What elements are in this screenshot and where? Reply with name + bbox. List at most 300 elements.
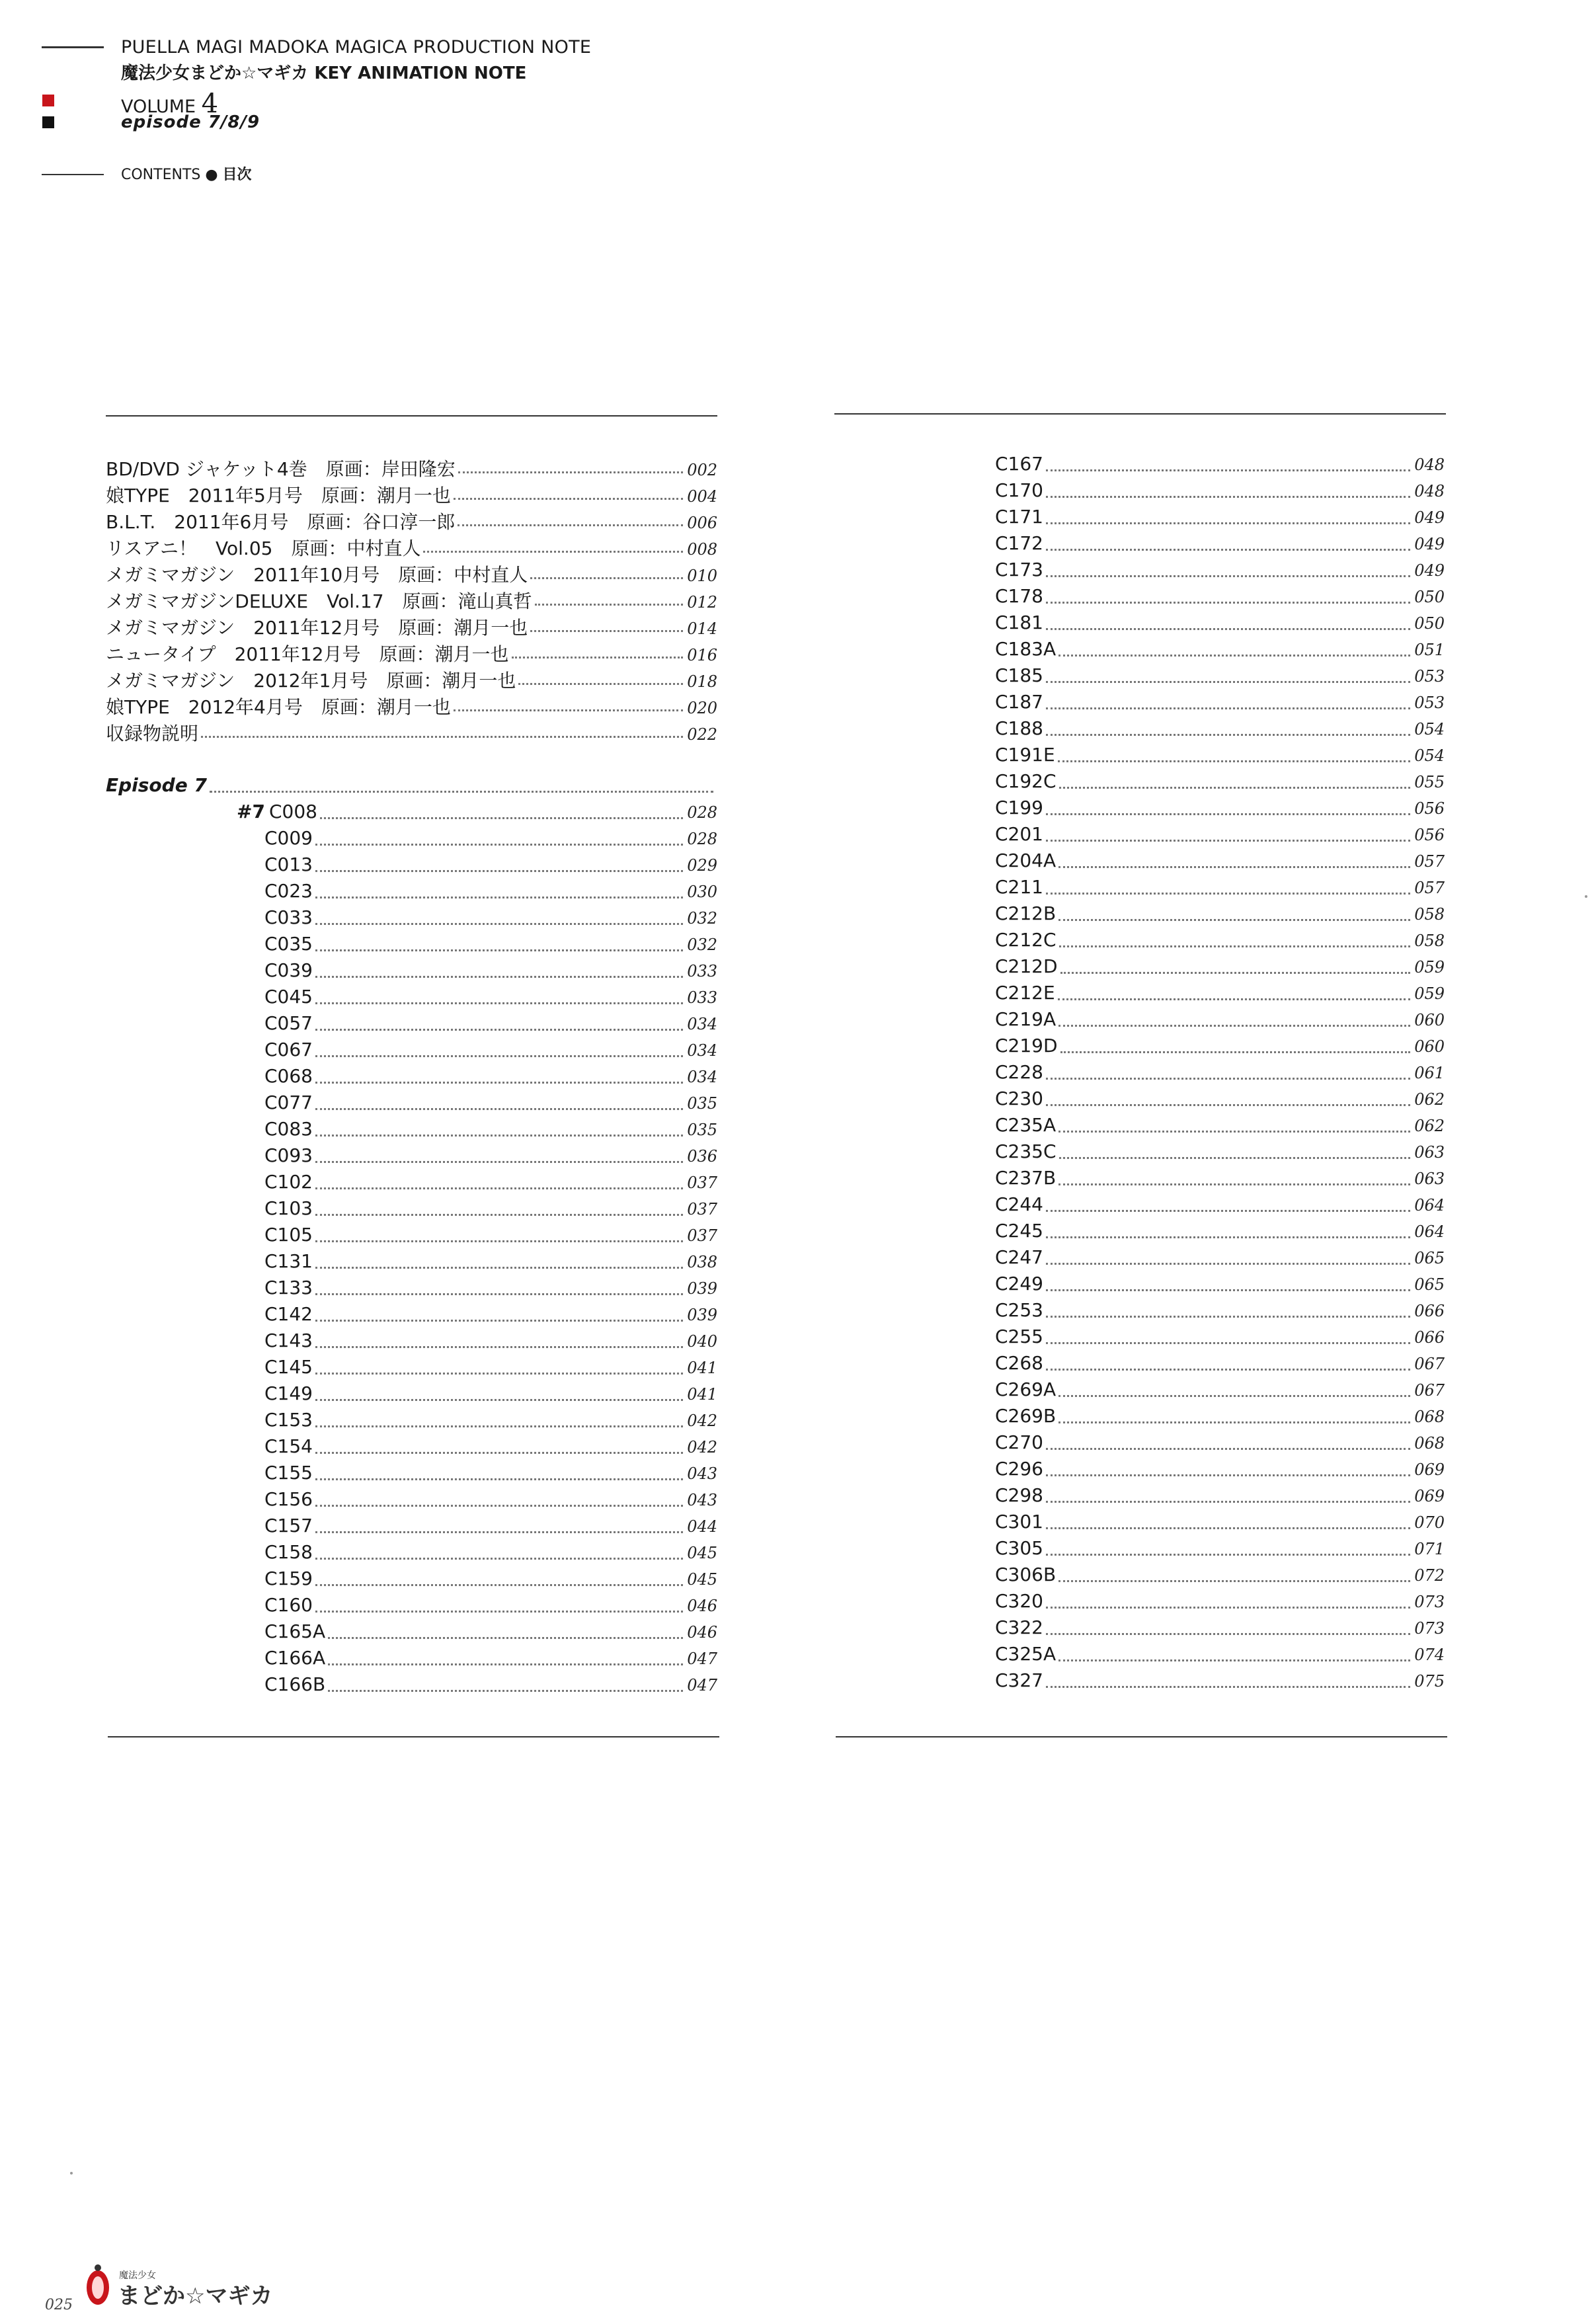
- dot-leader: [315, 1187, 683, 1189]
- dot-leader: [1046, 1448, 1410, 1450]
- toc-entry-label: C212D: [995, 955, 1058, 977]
- right-column-top-rule: [834, 413, 1446, 415]
- toc-entry-page: 048: [1414, 456, 1445, 474]
- madoka-magica-logo: [78, 2260, 276, 2313]
- toc-entry-label: C249: [995, 1273, 1043, 1295]
- dot-leader: [1059, 1157, 1411, 1159]
- dot-leader: [530, 630, 683, 632]
- dot-leader: [1058, 1395, 1410, 1397]
- dot-leader: [1046, 522, 1410, 524]
- toc-entry: [264, 1462, 717, 1488]
- toc-entry-label: C325A: [995, 1643, 1057, 1665]
- toc-entry: [995, 1616, 1445, 1643]
- toc-entry-page: 032: [687, 936, 717, 954]
- dot-leader: [315, 923, 683, 925]
- toc-entry: [995, 506, 1445, 532]
- toc-entry-page: 050: [1414, 614, 1445, 633]
- toc-entry: [995, 1352, 1445, 1378]
- toc-entry-label: C171: [995, 506, 1043, 528]
- toc-entry: [264, 1277, 717, 1303]
- dot-leader: [1046, 1210, 1410, 1212]
- toc-entry: [106, 666, 717, 693]
- toc-entry: [995, 1484, 1445, 1511]
- toc-entry-page: 066: [1414, 1302, 1445, 1320]
- toc-entry-label: C219A: [995, 1008, 1057, 1030]
- toc-entry: [264, 1515, 717, 1541]
- toc-entry-page: 056: [1414, 799, 1445, 818]
- toc-entry-page: 069: [1414, 1487, 1445, 1505]
- dot-leader: [1058, 655, 1410, 657]
- toc-entry-label: C068: [264, 1065, 313, 1087]
- toc-entry: [264, 1144, 717, 1171]
- toc-entry: [264, 959, 717, 986]
- toc-entry: [995, 982, 1445, 1008]
- toc-entry-page: 070: [1414, 1513, 1445, 1532]
- toc-entry-label: C245: [995, 1220, 1043, 1242]
- toc-entry-page: 071: [1414, 1540, 1445, 1558]
- dot-leader: [1046, 893, 1410, 895]
- toc-entry-page: 044: [687, 1517, 717, 1536]
- toc-entry: [995, 612, 1445, 638]
- toc-entry-page: 056: [1414, 826, 1445, 844]
- toc-entry-label: C145: [264, 1356, 313, 1378]
- toc-entry-page: 053: [1414, 694, 1445, 712]
- toc-entry: [995, 902, 1445, 929]
- dot-leader: [1046, 707, 1410, 709]
- dot-leader: [1058, 919, 1410, 921]
- toc-entry: [995, 1088, 1445, 1114]
- dot-leader: [1046, 1342, 1410, 1344]
- toc-entry: [995, 823, 1445, 850]
- toc-entry-label: C009: [264, 827, 313, 849]
- toc-entry: [995, 1537, 1445, 1564]
- toc-entry-page: 045: [687, 1570, 717, 1589]
- dot-leader: [1046, 1236, 1410, 1238]
- toc-entry: [106, 693, 717, 719]
- toc-entry-label: C188: [995, 717, 1043, 739]
- toc-entry-page: 037: [687, 1226, 717, 1245]
- dot-leader: [1046, 1369, 1410, 1371]
- toc-entry-page: 067: [1414, 1355, 1445, 1373]
- dot-leader: [315, 1293, 683, 1295]
- toc-entry-label: C105: [264, 1224, 313, 1246]
- dot-leader: [315, 1399, 683, 1401]
- dot-leader: [1046, 1686, 1410, 1688]
- toc-entry-label: C165A: [264, 1620, 326, 1642]
- dot-leader: [1059, 787, 1411, 789]
- dot-leader: [512, 657, 684, 658]
- toc-entry: [264, 1197, 717, 1224]
- toc-entry-page: 054: [1414, 746, 1445, 765]
- dot-leader: [315, 897, 683, 898]
- toc-entry: [264, 1118, 717, 1144]
- toc-entry: [106, 561, 717, 587]
- dot-leader: [1046, 1078, 1410, 1080]
- toc-entry: [995, 717, 1445, 744]
- toc-entry: [264, 1673, 717, 1700]
- toc-entry-page: 054: [1414, 720, 1445, 738]
- toc-entry-label: C269B: [995, 1405, 1057, 1427]
- toc-entry-label: C156: [264, 1488, 313, 1510]
- dot-leader: [1046, 628, 1410, 630]
- toc-entry: [264, 1065, 717, 1092]
- toc-entry-page: 016: [687, 646, 717, 664]
- toc-entry-label: C103: [264, 1197, 313, 1219]
- toc-entry-page: 053: [1414, 667, 1445, 686]
- dot-leader: [1046, 734, 1410, 736]
- toc-entry: [106, 640, 717, 666]
- toc-entry: [995, 1008, 1445, 1035]
- dot-leader: [423, 551, 683, 553]
- toc-entry: [995, 453, 1445, 479]
- dot-leader: [1046, 1474, 1410, 1476]
- toc-entry-label: C320: [995, 1590, 1043, 1612]
- toc-entry-page: 045: [687, 1544, 717, 1562]
- toc-entry: [995, 1431, 1445, 1458]
- toc-entry-page: 064: [1414, 1222, 1445, 1241]
- toc-entry-label: C149: [264, 1382, 313, 1404]
- dot-leader: [1046, 1316, 1410, 1318]
- toc-entry-page: 073: [1414, 1593, 1445, 1611]
- toc-entry-label: C167: [995, 453, 1043, 475]
- toc-entry-page: 037: [687, 1200, 717, 1218]
- toc-entry-page: 051: [1414, 641, 1445, 659]
- toc-entry: [264, 1330, 717, 1356]
- toc-entry-label: C160: [264, 1594, 313, 1616]
- dot-leader: [1046, 496, 1410, 498]
- black-square-marker: [42, 116, 54, 128]
- toc-entry-page: 028: [687, 830, 717, 848]
- toc-entry: [995, 1643, 1445, 1669]
- toc-entry-page: 050: [1414, 588, 1445, 606]
- toc-entry-page: 063: [1414, 1170, 1445, 1188]
- toc-entry: [106, 719, 717, 746]
- toc-entry-label: C305: [995, 1537, 1043, 1559]
- toc-entry-label: C192C: [995, 770, 1057, 792]
- toc-entry: [995, 1405, 1445, 1431]
- toc-entry-page: 041: [687, 1385, 717, 1404]
- toc-entry-page: 002: [687, 461, 717, 479]
- dot-leader: [1058, 998, 1411, 1000]
- toc-entry-page: 060: [1414, 1011, 1445, 1029]
- toc-entry-label: C228: [995, 1061, 1043, 1083]
- toc-entry-page: 060: [1414, 1037, 1445, 1056]
- dot-leader: [315, 1002, 683, 1004]
- toc-entry: [995, 1299, 1445, 1326]
- dot-leader: [1046, 1527, 1410, 1529]
- dot-leader: [315, 870, 683, 872]
- toc-entry-page: 057: [1414, 852, 1445, 871]
- toc-entry-page: 067: [1414, 1381, 1445, 1400]
- toc-entry: [995, 1669, 1445, 1696]
- dot-leader: [1059, 945, 1411, 947]
- dot-leader: [1046, 575, 1410, 577]
- toc-entry-page: 033: [687, 962, 717, 980]
- toc-entry-label: C212E: [995, 982, 1055, 1004]
- toc-entry: [995, 1114, 1445, 1140]
- toc-entry-label: C166B: [264, 1673, 326, 1695]
- header-rule-top: [42, 46, 104, 48]
- toc-entry-page: 065: [1414, 1275, 1445, 1294]
- toc-entry-label: C181: [995, 612, 1043, 633]
- toc-entry-label: C244: [995, 1193, 1043, 1215]
- red-square-marker: [42, 95, 54, 106]
- toc-entry-page: 012: [687, 593, 717, 612]
- toc-entry-label: C035: [264, 933, 313, 955]
- toc-entry: [995, 1511, 1445, 1537]
- toc-entry: [264, 906, 717, 933]
- toc-entry: [995, 1220, 1445, 1246]
- toc-entry-page: 047: [687, 1676, 717, 1695]
- toc-entry-page: 041: [687, 1359, 717, 1377]
- dot-leader: [320, 817, 683, 819]
- dot-leader: [315, 1029, 683, 1031]
- dot-leader: [328, 1663, 683, 1665]
- toc-entry-page: 057: [1414, 879, 1445, 897]
- book-title-ja: 魔法少女まどか☆マギカ KEY ANIMATION NOTE: [121, 63, 527, 83]
- toc-entry-page: 062: [1414, 1090, 1445, 1109]
- toc-entry-page: 020: [687, 699, 717, 717]
- toc-entry-label: 収録物説明: [106, 723, 199, 744]
- dot-leader: [315, 1240, 683, 1242]
- dot-leader: [1058, 1580, 1410, 1582]
- toc-entry-label: メガミマガジン 2011年10月号 原画：中村直人: [106, 564, 528, 586]
- toc-entry: [995, 1564, 1445, 1590]
- toc-entry-page: 061: [1414, 1064, 1445, 1082]
- dot-leader: [315, 1267, 683, 1269]
- toc-entry-page: 033: [687, 988, 717, 1007]
- toc-entry-label: C269A: [995, 1378, 1057, 1400]
- book-title-en: PUELLA MAGI MADOKA MAGICA PRODUCTION NOTE: [121, 37, 592, 58]
- toc-entry: [995, 479, 1445, 506]
- toc-entry: [106, 508, 717, 534]
- dot-leader: [1046, 1263, 1410, 1265]
- toc-entry-label: ニュータイプ 2011年12月号 原画：潮月一也: [106, 643, 509, 665]
- toc-entry-label: C067: [264, 1039, 313, 1060]
- toc-entry-page: 063: [1414, 1143, 1445, 1162]
- toc-entry-label: C219D: [995, 1035, 1058, 1057]
- toc-entry: [264, 1356, 717, 1382]
- toc-entry: [264, 1250, 717, 1277]
- dot-leader: [315, 1373, 683, 1375]
- toc-entry-label: リスアニ！ Vol.05 原画：中村直人: [106, 538, 421, 559]
- toc-entry-label: C253: [995, 1299, 1043, 1321]
- toc-entry-page: 048: [1414, 482, 1445, 500]
- dot-leader: [518, 683, 683, 685]
- toc-entry-page: 028: [687, 803, 717, 822]
- toc-entry: [995, 1273, 1445, 1299]
- toc-entry: [264, 1224, 717, 1250]
- dot-leader: [315, 1135, 683, 1137]
- dot-leader: [315, 1452, 683, 1454]
- dot-leader: [1046, 1554, 1410, 1556]
- dot-leader: [535, 604, 684, 606]
- episode-mark: #7: [237, 801, 265, 822]
- toc-entry-label: C153: [264, 1409, 313, 1431]
- toc-entry: [995, 691, 1445, 717]
- toc-entry: [995, 1326, 1445, 1352]
- toc-entry-page: 049: [1414, 508, 1445, 527]
- toc-entry: [264, 986, 717, 1012]
- toc-entry-label: C183A: [995, 638, 1057, 660]
- toc-entry: [995, 638, 1445, 664]
- toc-entry: [995, 797, 1445, 823]
- dot-leader: [315, 1584, 683, 1586]
- toc-entry: [995, 929, 1445, 955]
- dot-leader: [315, 1611, 683, 1613]
- dot-leader: [458, 524, 683, 526]
- toc-entry: [995, 1378, 1445, 1405]
- toc-entry-page: 055: [1414, 773, 1445, 791]
- toc-entry-label: C157: [264, 1515, 313, 1536]
- toc-entry-label: C306B: [995, 1564, 1057, 1585]
- toc-entry-page: 029: [687, 856, 717, 875]
- toc-entry-label: C270: [995, 1431, 1043, 1453]
- logo-large-text: まどか☆マギカ: [118, 2283, 273, 2309]
- toc-entry-page: 049: [1414, 561, 1445, 580]
- dot-leader: [530, 577, 683, 579]
- toc-entry-label: C235A: [995, 1114, 1057, 1136]
- dot-leader: [210, 791, 713, 793]
- toc-entry-label: C133: [264, 1277, 313, 1298]
- toc-entry: [995, 1590, 1445, 1616]
- scan-speck: [70, 2172, 73, 2174]
- toc-entry: [995, 1458, 1445, 1484]
- toc-entry-page: 039: [687, 1279, 717, 1298]
- toc-entry-page: 059: [1414, 984, 1445, 1003]
- toc-entry-page: 073: [1414, 1619, 1445, 1638]
- toc-entry-page: 058: [1414, 932, 1445, 950]
- toc-entry-page: 066: [1414, 1328, 1445, 1347]
- toc-entry-page: 035: [687, 1121, 717, 1139]
- contents-label: CONTENTS: [121, 167, 201, 183]
- page-number: 025: [45, 2297, 73, 2313]
- dot-leader: [1058, 1131, 1410, 1133]
- toc-entry-page: 072: [1414, 1566, 1445, 1585]
- toc-entry-label: C201: [995, 823, 1043, 845]
- toc-entry: [264, 1092, 717, 1118]
- dot-leader: [1060, 972, 1411, 974]
- left-column-bottom-rule: [108, 1736, 719, 1737]
- toc-entry-page: 036: [687, 1147, 717, 1166]
- toc-entry-label: C039: [264, 959, 313, 981]
- toc-entry: [995, 532, 1445, 559]
- toc-entry: [995, 1167, 1445, 1193]
- toc-entry-page: 042: [687, 1412, 717, 1430]
- toc-entry: [995, 559, 1445, 585]
- toc-entry-label: C023: [264, 880, 313, 902]
- toc-entry-label: C230: [995, 1088, 1043, 1109]
- episode-range: episode 7/8/9: [121, 112, 260, 132]
- toc-entry-page: 038: [687, 1253, 717, 1271]
- toc-entry: [264, 1171, 717, 1197]
- dot-leader: [1046, 840, 1410, 842]
- dot-leader: [315, 1425, 683, 1427]
- toc-entry-page: 037: [687, 1174, 717, 1192]
- dot-leader: [1060, 1051, 1411, 1053]
- toc-entry-label: 娘TYPE 2012年4月号 原画：潮月一也: [106, 696, 451, 718]
- toc-entry-page: 043: [687, 1464, 717, 1483]
- toc-entry-label: C247: [995, 1246, 1043, 1268]
- toc-entry-label: C154: [264, 1435, 313, 1457]
- toc-entry-label: Episode 7: [106, 774, 207, 796]
- dot-leader: [315, 1108, 683, 1110]
- toc-entry-label: C172: [995, 532, 1043, 554]
- toc-entry-page: 062: [1414, 1117, 1445, 1135]
- episode-heading: [106, 774, 717, 801]
- toc-entry-label: B.L.T. 2011年6月号 原画：谷口淳一郎: [106, 511, 456, 533]
- toc-entry-label: メガミマガジンDELUXE Vol.17 原画：滝山真哲: [106, 590, 532, 612]
- dot-leader: [315, 1558, 683, 1560]
- toc-entry-label: メガミマガジン 2011年12月号 原画：潮月一也: [106, 617, 528, 639]
- volume-label: VOLUME: [121, 97, 196, 117]
- toc-entry-label: C212C: [995, 929, 1057, 951]
- toc-entry-label: C173: [995, 559, 1043, 580]
- toc-entry-label: C268: [995, 1352, 1043, 1374]
- toc-entry-label: C170: [995, 479, 1043, 501]
- toc-entry: [995, 876, 1445, 902]
- toc-entry-label: C033: [264, 906, 313, 928]
- dot-leader: [315, 1082, 683, 1084]
- logo-small-text: 魔法少女: [119, 2270, 156, 2281]
- dot-leader: [1058, 1183, 1410, 1185]
- dot-leader: [1058, 760, 1411, 762]
- toc-entry-page: 059: [1414, 958, 1445, 977]
- toc-entry: [264, 1488, 717, 1515]
- right-column-bottom-rule: [836, 1736, 1447, 1737]
- toc-entry-page: 043: [687, 1491, 717, 1509]
- toc-entry: [106, 481, 717, 508]
- toc-entry-label: C237B: [995, 1167, 1057, 1189]
- dot-leader: [1046, 1501, 1410, 1503]
- toc-entry: [995, 955, 1445, 982]
- dot-leader: [315, 976, 683, 978]
- toc-entry: [995, 850, 1445, 876]
- toc-entry: [106, 614, 717, 640]
- toc-entry-page: 022: [687, 725, 717, 744]
- dot-leader: [315, 1161, 683, 1163]
- toc-entry-page: 008: [687, 540, 717, 559]
- toc-entry-label: C255: [995, 1326, 1043, 1347]
- toc-entry: [264, 880, 717, 906]
- toc-entry-label: C211: [995, 876, 1043, 898]
- dot-leader: [328, 1637, 683, 1639]
- dot-leader: [315, 844, 683, 846]
- toc-entry-page: 006: [687, 514, 717, 532]
- toc-entry: [264, 1409, 717, 1435]
- volume-number: 4: [201, 89, 219, 119]
- toc-entry-page: 065: [1414, 1249, 1445, 1267]
- dot-leader: [1046, 1607, 1410, 1609]
- dot-leader: [1046, 469, 1410, 471]
- toc-entry: [264, 933, 717, 959]
- toc-entry-label: BD/DVD ジャケット4巻 原画：岸田隆宏: [106, 458, 456, 480]
- dot-leader: [315, 1531, 683, 1533]
- dot-leader: [328, 1690, 683, 1692]
- dot-leader: [1046, 813, 1410, 815]
- toc-entry: [995, 770, 1445, 797]
- toc-entry-label: C298: [995, 1484, 1043, 1506]
- dot-leader: [1046, 549, 1410, 551]
- toc-entry-label: C185: [995, 664, 1043, 686]
- toc-entry-page: 047: [687, 1650, 717, 1668]
- toc-entry-label: C158: [264, 1541, 313, 1563]
- toc-entry-page: 034: [687, 1068, 717, 1086]
- toc-entry: [106, 455, 717, 481]
- toc-entry-page: 034: [687, 1041, 717, 1060]
- toc-entry-page: 064: [1414, 1196, 1445, 1215]
- toc-entry: [264, 1541, 717, 1568]
